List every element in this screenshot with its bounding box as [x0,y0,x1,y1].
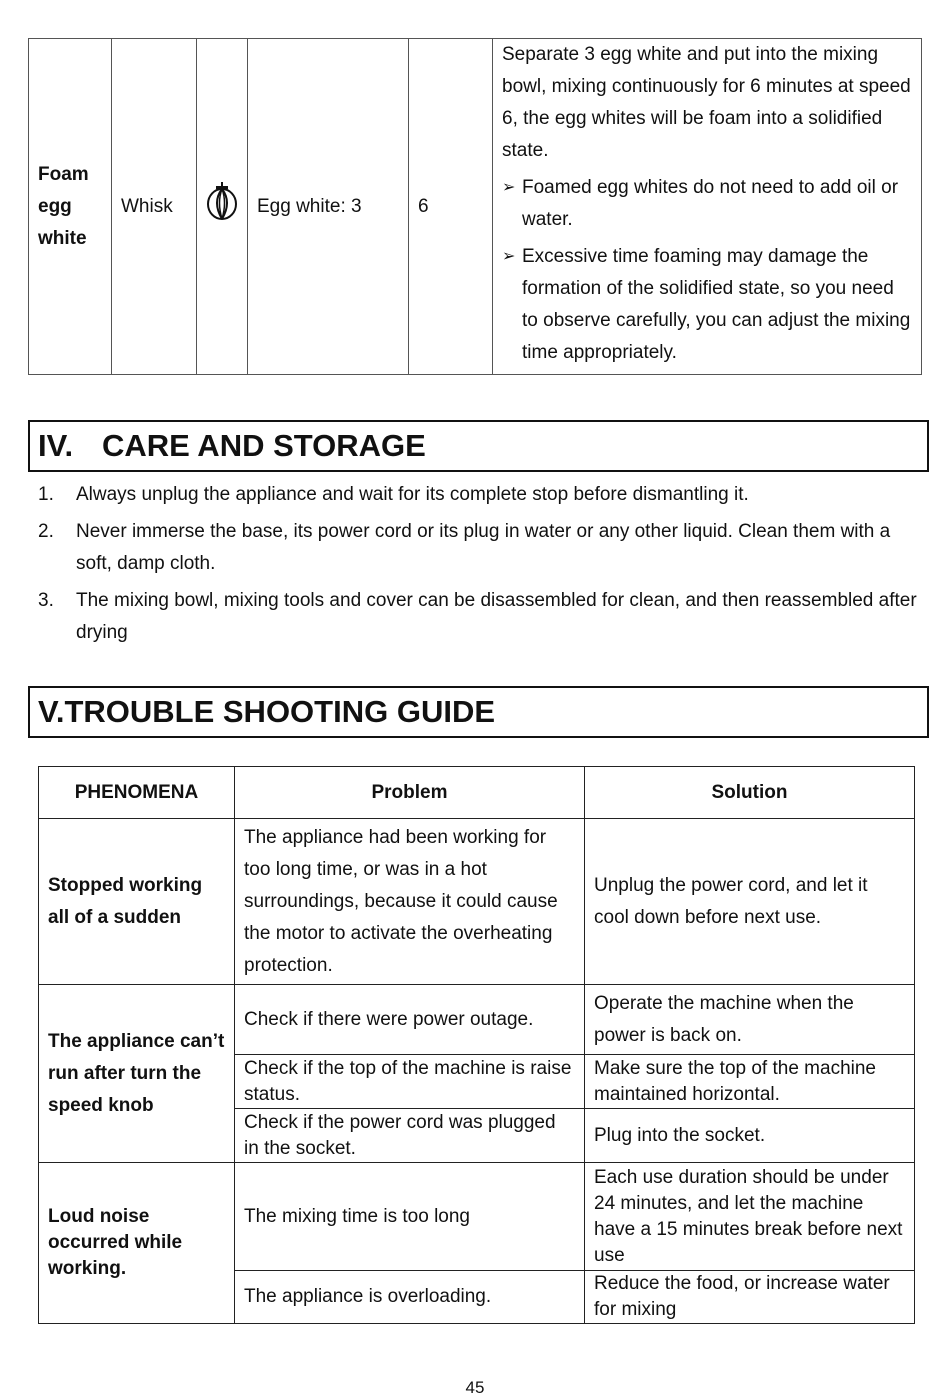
recipe-table [28,38,922,375]
solution-cell: Make sure the top of the machine maintained horizontal. [585,1055,915,1109]
header-problem: Problem [235,767,585,819]
page-number: 45 [465,1378,485,1397]
note-text: Foamed egg whites do not need to add oil or water. [522,177,899,230]
description-text: Separate 3 egg white and put into the mixing bowl, mixing continuously for 6 minutes at speed 6, the egg whites will be foam into a solidified state. [502,44,911,161]
care-list [38,479,918,654]
arrow-bullet-icon: ➢ [502,179,516,196]
tool-cell: Whisk [112,39,197,375]
trouble-section-title: V.TROUBLE SHOOTING GUIDE [38,694,496,729]
troubleshooting-table [38,766,915,1324]
list-item [38,516,918,580]
list-text: Never immerse the base, its power cord or its plug in water or any other liquid. Clean them with a soft, damp cloth. [76,521,891,574]
list-number: 1. [38,484,54,505]
note-text: Excessive time foaming may damage the formation of the solidified state, so you need to observe carefully, you can adjust the mixing time appropriately. [522,246,911,363]
care-section-number: IV. [38,428,74,463]
phenomena-cell: Loud noise occurred while working. [39,1163,235,1324]
list-item [38,479,918,511]
list-number: 3. [38,590,54,611]
list-text: The mixing bowl, mixing tools and cover can be disassembled for clean, and then reassembled after drying [76,590,917,643]
function-cell: Foam egg white [29,39,112,375]
problem-cell: The mixing time is too long [235,1163,585,1271]
problem-cell: Check if the power cord was plugged in the socket. [235,1109,585,1163]
trouble-section-heading [28,686,929,738]
solution-cell: Plug into the socket. [585,1109,915,1163]
table-header-row [39,767,915,819]
description-cell [493,39,922,375]
table-row [39,1163,915,1271]
problem-cell: The appliance is overloading. [235,1271,585,1324]
table-row [39,819,915,985]
note-item [502,172,913,236]
ingredient-cell: Egg white: 3 [248,39,409,375]
solution-cell: Operate the machine when the power is back on. [585,985,915,1055]
list-text: Always unplug the appliance and wait for its complete stop before dismantling it. [76,484,749,505]
phenomena-cell: Stopped working all of a sudden [39,819,235,985]
list-number: 2. [38,521,54,542]
care-section-title: CARE AND STORAGE [102,428,426,463]
solution-cell: Reduce the food, or increase water for mixing [585,1271,915,1324]
solution-cell: Unplug the power cord, and let it cool down before next use. [585,819,915,985]
note-item [502,241,913,369]
problem-cell: The appliance had been working for too long time, or was in a hot surroundings, because it could cause the motor to activate the overheating protection. [235,819,585,985]
problem-cell: Check if there were power outage. [235,985,585,1055]
arrow-bullet-icon: ➢ [502,248,516,265]
solution-cell: Each use duration should be under 24 minutes, and let the machine have a 15 minutes break before next use [585,1163,915,1271]
tool-icon-cell [197,39,248,375]
care-section-heading [28,420,929,472]
header-phenomena: PHENOMENA [39,767,235,819]
table-row [29,39,922,375]
whisk-icon [205,180,239,222]
speed-cell: 6 [409,39,493,375]
problem-cell: Check if the top of the machine is raise status. [235,1055,585,1109]
header-solution: Solution [585,767,915,819]
table-row [39,985,915,1055]
list-item [38,585,918,649]
phenomena-cell: The appliance can’t run after turn the speed knob [39,985,235,1163]
